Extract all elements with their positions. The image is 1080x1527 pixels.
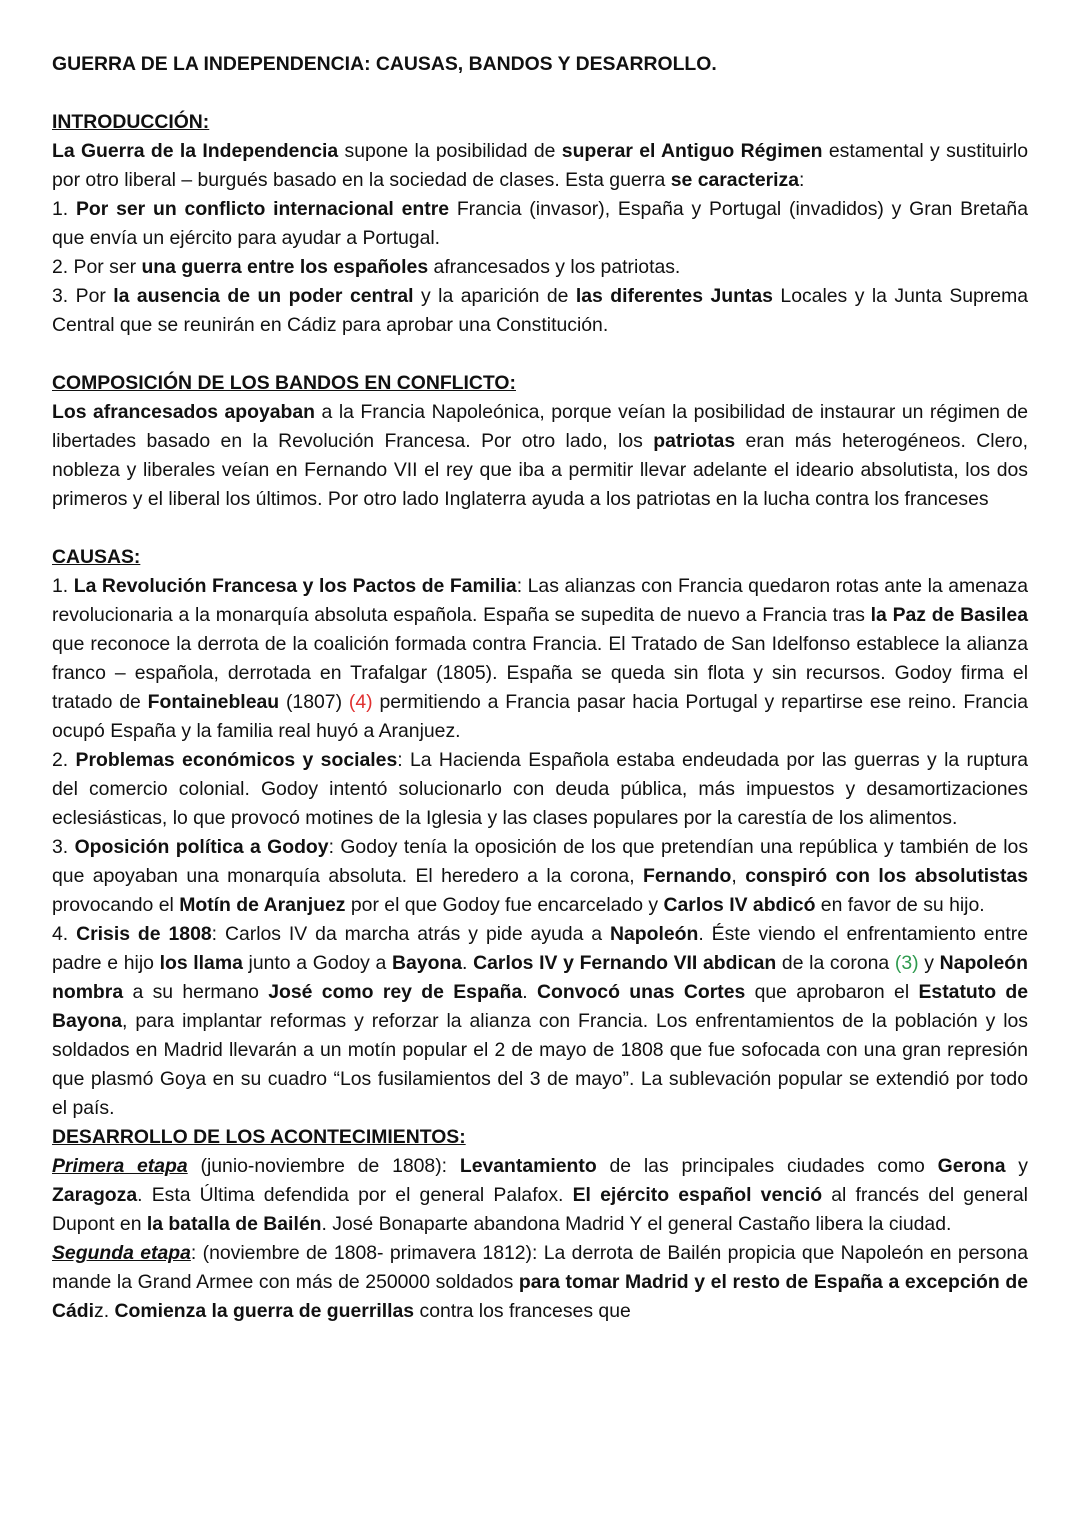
etapa-item-1 (52, 1152, 1028, 1239)
text: , para implantar reformas y reforzar la alianza con Francia. Los enfrentamientos de la población y los soldados en Madrid llevarán a un motín popular el 2 de mayo de 1808 que fue sofocada con una gran represión que plasmó Goya en su cuadro “Los fusilamientos del 3 de mayo”. La sublevación popular se extendió por todo el país. (52, 1010, 1028, 1119)
spacer (52, 514, 1028, 543)
text: y (918, 952, 940, 974)
text: (1807) (279, 691, 349, 713)
reference-marker-green: (3) (894, 952, 919, 974)
text: de las principales ciudades como (596, 1155, 938, 1177)
etapa-item-2 (52, 1239, 1028, 1326)
text-bold: conspiró con los absolutistas (745, 865, 1028, 887)
text: provocando el (52, 894, 180, 916)
bandos-heading: COMPOSICIÓN DE LOS BANDOS EN CONFLICTO: (52, 372, 516, 394)
text-bold: las diferentes Juntas (575, 285, 773, 307)
text: 1. (52, 198, 76, 220)
text-bold: la Paz de Basilea (870, 604, 1028, 626)
text: : La Hacienda Española estaba endeudada por las guerras y la ruptura del comercio colonial. Godoy intentó solucionarlo con deuda pública, más impuestos y desamortizaciones eclesiásticas, lo que provocó motines de la Iglesia y las clases populares por la carestía de los alimentos. (52, 749, 1028, 829)
causa-item-3 (52, 833, 1028, 920)
text: , (731, 865, 746, 887)
text: . José Bonaparte abandona Madrid Y el general Castaño libera la ciudad. (321, 1213, 952, 1235)
text: junto a Godoy a (242, 952, 392, 974)
text: 1. (52, 575, 74, 597)
text: afrancesados y los patriotas. (428, 256, 681, 278)
text: eran más heterogéneos. Clero, nobleza y liberales veían en Fernando VII el rey que iba a permitir llevar adelante el ideario absolutista, los dos primeros y el liberal los últimos. Por otro lado Inglaterra ayuda a los patriotas en la lucha contra los franceses (52, 430, 1028, 510)
text-bold: se caracteriza (670, 169, 800, 191)
text: 2. (52, 749, 76, 771)
text-bold: El ejército español venció (572, 1184, 823, 1206)
text-bold: superar el Antiguo Régimen (561, 140, 823, 162)
text-bold: Fontainebleau (147, 691, 280, 713)
text-bold: La Revolución Francesa y los Pactos de Familia (73, 575, 517, 597)
text: (junio-noviembre de 1808): (187, 1155, 460, 1177)
text: : Godoy tenía la oposición de los que pretendían una república y también de los que apoyaban una monarquía absoluta. El heredero a la corona, (52, 836, 1029, 887)
reference-marker-red: (4) (348, 691, 373, 713)
text: Francia (invasor), España y Portugal (invadidos) y Gran Bretaña que envía un ejército para ayudar a Portugal. (52, 198, 1028, 249)
intro-item-3 (52, 282, 1028, 340)
text: . Éste viendo el enfrentamiento entre padre e hijo (52, 923, 1028, 974)
stage-label: Segunda etapa (52, 1242, 191, 1264)
text-bold: Zaragoza (52, 1184, 138, 1206)
text: a su hermano (123, 981, 269, 1003)
text-bold: Carlos IV y Fernando VII abdican (473, 952, 777, 974)
text-bold: José como rey de España (268, 981, 523, 1003)
text-bold: Gerona (937, 1155, 1006, 1177)
text: 3. (52, 836, 75, 858)
text-bold: Oposición política a Godoy (74, 836, 329, 858)
text: que reconoce la derrota de la coalición formada contra Francia. El Tratado de San Idelfonso establece la alianza franco – española, derrotada en Trafalgar (1805). España se queda sin flota y sin recursos. Godoy firma el tratado de (52, 633, 1028, 713)
intro-item-2 (52, 253, 1028, 282)
text: que aprobaron el (745, 981, 919, 1003)
text-bold: para tomar Madrid y el resto de España a excepción de Cádi (52, 1271, 1028, 1322)
text-bold: patriotas (653, 430, 736, 452)
text: supone la posibilidad de (338, 140, 562, 162)
text: contra los franceses que (414, 1300, 631, 1322)
text: . (462, 952, 474, 974)
text: por el que Godoy fue encarcelado y (345, 894, 664, 916)
text-bold: la batalla de Bailén (146, 1213, 322, 1235)
text-bold: Comienza la guerra de guerrillas (114, 1300, 415, 1322)
text-bold: Napoleón nombra (52, 952, 1028, 1003)
text-bold: Estatuto de Bayona (52, 981, 1029, 1032)
text-bold: una guerra entre los españoles (141, 256, 429, 278)
text-bold: Convocó unas Cortes (536, 981, 746, 1003)
text-bold: Los afrancesados apoyaban (52, 401, 316, 423)
text: a la Francia Napoleónica, porque veían la posibilidad de instaurar un régimen de libertades basado en la Revolución Francesa. Por otro lado, los (52, 401, 1029, 452)
text-bold: Crisis de 1808 (76, 923, 212, 945)
text: Locales y la Junta Suprema Central que se reunirán en Cádiz para aprobar una Constitución. (52, 285, 1029, 336)
text: estamental y sustituirlo por otro liberal – burgués basado en la sociedad de clases. Esta guerra (52, 140, 1028, 191)
text-bold: Bayona (392, 952, 463, 974)
text: de la corona (776, 952, 895, 974)
causa-item-4 (52, 920, 1028, 1123)
text: permitiendo a Francia pasar hacia Portugal y repartirse ese reino. Francia ocupó España y la familia real huyó a Aranjuez. (52, 691, 1029, 742)
text: z. (94, 1300, 115, 1322)
document-title: GUERRA DE LA INDEPENDENCIA: CAUSAS, BANDOS Y DESARROLLO. (52, 53, 717, 75)
text-bold: Levantamiento (459, 1155, 597, 1177)
text-bold: Fernando (643, 865, 732, 887)
text-bold: Carlos IV abdicó (663, 894, 816, 916)
intro-paragraph (52, 137, 1028, 195)
text: en favor de su hijo. (815, 894, 985, 916)
text: : Las alianzas con Francia quedaron rotas ante la amenaza revolucionaria a la monarquía absoluta española. España se supedita de nuevo a Francia tras (52, 575, 1029, 626)
text-bold: Motín de Aranjuez (179, 894, 346, 916)
spacer (52, 79, 1028, 108)
text: . Esta Última defendida por el general Palafox. (137, 1184, 573, 1206)
causa-item-2 (52, 746, 1028, 833)
text: y la aparición de (413, 285, 576, 307)
text: : (noviembre de 1808- primavera 1812): La derrota de Bailén propicia que Napoleón en persona mande la Grand Armee con más de 250000 soldados (52, 1242, 1028, 1293)
text-bold: la ausencia de un poder central (113, 285, 414, 307)
text: 4. (52, 923, 77, 945)
text: al francés del general Dupont en (52, 1184, 1028, 1235)
stage-label: Primera etapa (52, 1155, 188, 1177)
text: : (799, 169, 805, 191)
bandos-paragraph (52, 398, 1028, 514)
text: 2. Por ser (52, 256, 142, 278)
causas-heading: CAUSAS: (52, 546, 141, 568)
text-bold: Problemas económicos y sociales (75, 749, 398, 771)
spacer (52, 340, 1028, 369)
text: y (1005, 1155, 1028, 1177)
text-bold: los llama (159, 952, 243, 974)
intro-heading: INTRODUCCIÓN: (52, 111, 210, 133)
text: : Carlos IV da marcha atrás y pide ayuda a (211, 923, 611, 945)
text-bold: Napoleón (610, 923, 699, 945)
text-bold: La Guerra de la Independencia (52, 140, 339, 162)
causa-item-1 (52, 572, 1028, 746)
text-bold: Por ser un conflicto internacional entre (75, 198, 450, 220)
desarrollo-heading: DESARROLLO DE LOS ACONTECIMIENTOS: (52, 1126, 466, 1148)
text: 3. Por (52, 285, 114, 307)
text: . (522, 981, 537, 1003)
intro-item-1 (52, 195, 1028, 253)
